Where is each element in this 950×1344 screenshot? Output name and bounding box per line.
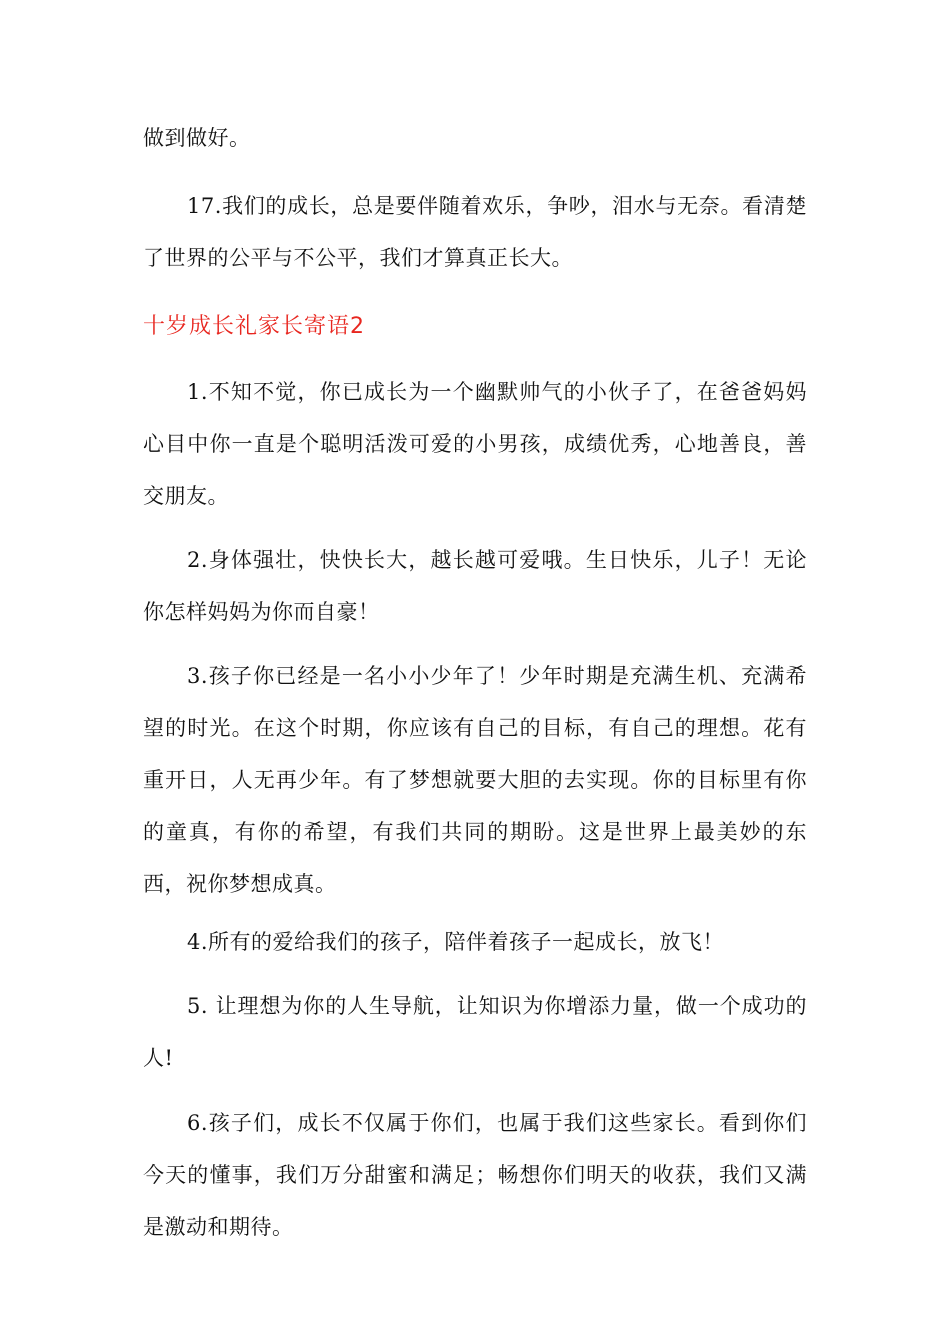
- paragraph-continuation: 做到做好。: [143, 126, 251, 150]
- paragraph-item-17: 17.我们的成长，总是要伴随着欢乐，争吵，泪水与无奈。看清楚了世界的公平与不公平，我们才算真正长大。: [143, 194, 807, 270]
- paragraph-item-5: 5. 让理想为你的人生导航，让知识为你增添力量，做一个成功的人!: [143, 994, 807, 1070]
- paragraph-item-1: 1.不知不觉，你已成长为一个幽默帅气的小伙子了，在爸爸妈妈心目中你一直是个聪明活泼可爱的小男孩，成绩优秀，心地善良，善交朋友。: [143, 380, 807, 508]
- paragraph-item-4: 4.所有的爱给我们的孩子，陪伴着孩子一起成长，放飞！: [187, 930, 725, 954]
- section-heading: 十岁成长礼家长寄语2: [143, 314, 365, 339]
- paragraph-item-3: 3.孩子你已经是一名小小少年了！少年时期是充满生机、充满希望的时光。在这个时期，你应该有自己的目标，有自己的理想。花有重开日，人无再少年。有了梦想就要大胆的去实现。你的目标里有你的童真，有你的希望，有我们共同的期盼。这是世界上最美妙的东西，祝你梦想成真。: [143, 664, 807, 896]
- paragraph-item-6: 6.孩子们，成长不仅属于你们，也属于我们这些家长。看到你们今天的懂事，我们万分甜蜜和满足；畅想你们明天的收获，我们又满是激动和期待。: [143, 1111, 807, 1239]
- paragraph-item-2: 2.身体强壮，快快长大，越长越可爱哦。生日快乐，儿子！无论你怎样妈妈为你而自豪！: [143, 548, 807, 624]
